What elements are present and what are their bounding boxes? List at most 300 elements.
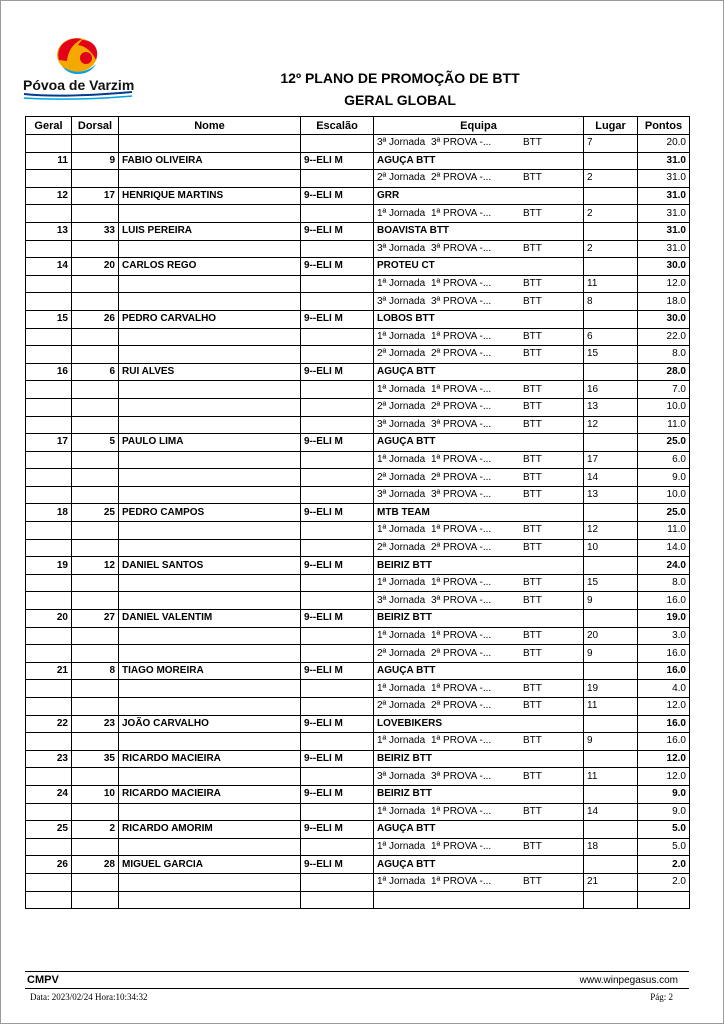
name-cell: PAULO LIMA (119, 434, 301, 452)
table-header-row (26, 117, 690, 135)
category-cell: 9--ELI M (301, 557, 374, 575)
stage-race: 2ª PROVA -... (431, 348, 492, 360)
results-table (25, 116, 690, 909)
empty-cell (72, 416, 119, 434)
points-cell: 31.0 (638, 152, 690, 170)
stage-race: 1ª PROVA -... (431, 207, 492, 219)
empty-cell (72, 328, 119, 346)
empty-cell (72, 469, 119, 487)
stage-race: 1ª PROVA -... (431, 629, 492, 641)
stage-round: 2ª Jornada (377, 172, 426, 184)
points-cell: 24.0 (638, 557, 690, 575)
points-cell: 30.0 (638, 310, 690, 328)
stage-cell (374, 627, 584, 645)
empty-cell (26, 486, 72, 504)
place-cell: 15 (584, 574, 638, 592)
points-cell: 16.0 (638, 645, 690, 663)
place-cell: 2 (584, 170, 638, 188)
stage-race: 1ª PROVA -... (431, 524, 492, 536)
stage-row (26, 592, 690, 610)
place-cell: 13 (584, 486, 638, 504)
rank-cell: 11 (26, 152, 72, 170)
stage-type: BTT (523, 629, 542, 641)
points-cell: 19.0 (638, 610, 690, 628)
empty-cell (72, 240, 119, 258)
category-cell: 9--ELI M (301, 310, 374, 328)
place-cell: 20 (584, 627, 638, 645)
empty-cell (26, 293, 72, 311)
stage-race: 3ª PROVA -... (431, 137, 492, 149)
empty-cell (301, 170, 374, 188)
empty-cell (119, 539, 301, 557)
points-cell: 16.0 (638, 592, 690, 610)
empty-cell (72, 135, 119, 153)
place-cell (584, 222, 638, 240)
empty-cell (301, 275, 374, 293)
category-cell: 9--ELI M (301, 856, 374, 874)
empty-cell (26, 398, 72, 416)
rider-row (26, 610, 690, 628)
points-cell: 25.0 (638, 504, 690, 522)
stage-type: BTT (523, 295, 542, 307)
team-cell: PROTEU CT (374, 258, 584, 276)
empty-cell (119, 170, 301, 188)
stage-race: 3ª PROVA -... (431, 418, 492, 430)
name-cell: FABIO OLIVEIRA (119, 152, 301, 170)
empty-cell (26, 275, 72, 293)
empty-cell (72, 768, 119, 786)
place-cell (584, 187, 638, 205)
place-cell: 2 (584, 240, 638, 258)
bib-cell: 6 (72, 363, 119, 381)
empty-cell (72, 486, 119, 504)
empty-cell (26, 891, 72, 909)
place-cell: 11 (584, 768, 638, 786)
empty-cell (301, 627, 374, 645)
stage-round: 3ª Jornada (377, 770, 426, 782)
stage-cell (374, 803, 584, 821)
empty-cell (301, 680, 374, 698)
stage-round: 2ª Jornada (377, 647, 426, 659)
bib-cell: 10 (72, 785, 119, 803)
empty-cell (26, 574, 72, 592)
stage-row (26, 698, 690, 716)
empty-cell (119, 275, 301, 293)
name-cell: RICARDO MACIEIRA (119, 750, 301, 768)
category-cell: 9--ELI M (301, 363, 374, 381)
team-cell: BEIRIZ BTT (374, 610, 584, 628)
name-cell: CARLOS REGO (119, 258, 301, 276)
rank-cell: 23 (26, 750, 72, 768)
col-dorsal: Dorsal (72, 117, 119, 135)
points-cell: 12.0 (638, 750, 690, 768)
points-cell: 9.0 (638, 785, 690, 803)
stage-race: 3ª PROVA -... (431, 770, 492, 782)
category-cell: 9--ELI M (301, 434, 374, 452)
place-cell (584, 715, 638, 733)
empty-cell (72, 627, 119, 645)
empty-cell (301, 346, 374, 364)
empty-cell (26, 451, 72, 469)
category-cell: 9--ELI M (301, 715, 374, 733)
stage-cell (374, 645, 584, 663)
team-cell: AGUÇA BTT (374, 363, 584, 381)
empty-cell (301, 486, 374, 504)
points-cell: 18.0 (638, 293, 690, 311)
col-geral: Geral (26, 117, 72, 135)
place-cell: 11 (584, 698, 638, 716)
stage-cell (374, 346, 584, 364)
stage-race: 2ª PROVA -... (431, 541, 492, 553)
empty-cell (301, 293, 374, 311)
rider-row (26, 222, 690, 240)
stage-type: BTT (523, 735, 542, 747)
stage-race: 2ª PROVA -... (431, 401, 492, 413)
team-cell: BEIRIZ BTT (374, 785, 584, 803)
bib-cell: 35 (72, 750, 119, 768)
empty-cell (26, 170, 72, 188)
stage-cell (374, 539, 584, 557)
stage-row (26, 680, 690, 698)
rider-row (26, 715, 690, 733)
rider-row (26, 856, 690, 874)
col-lugar: Lugar (584, 117, 638, 135)
empty-cell (301, 522, 374, 540)
stage-row (26, 873, 690, 891)
stage-race: 3ª PROVA -... (431, 594, 492, 606)
stage-cell (374, 768, 584, 786)
stage-type: BTT (523, 594, 542, 606)
footer-datetime: Data: 2023/02/24 Hora:10:34:32 (30, 992, 148, 1002)
stage-race: 3ª PROVA -... (431, 489, 492, 501)
stage-type: BTT (523, 401, 542, 413)
points-cell: 31.0 (638, 240, 690, 258)
place-cell: 8 (584, 293, 638, 311)
points-cell: 6.0 (638, 451, 690, 469)
stage-row (26, 733, 690, 751)
empty-cell (72, 346, 119, 364)
empty-cell (26, 873, 72, 891)
empty-cell (72, 733, 119, 751)
empty-cell (301, 398, 374, 416)
stage-cell (374, 574, 584, 592)
empty-cell (72, 275, 119, 293)
bib-cell: 23 (72, 715, 119, 733)
rank-cell: 21 (26, 662, 72, 680)
name-cell: HENRIQUE MARTINS (119, 187, 301, 205)
rider-row (26, 504, 690, 522)
col-pontos: Pontos (638, 117, 690, 135)
place-cell (584, 258, 638, 276)
empty-cell (119, 398, 301, 416)
empty-cell (301, 328, 374, 346)
empty-cell (301, 891, 374, 909)
col-nome: Nome (119, 117, 301, 135)
empty-cell (301, 645, 374, 663)
empty-cell (119, 574, 301, 592)
empty-cell (301, 135, 374, 153)
points-cell: 16.0 (638, 662, 690, 680)
empty-cell (301, 469, 374, 487)
empty-cell (301, 592, 374, 610)
empty-cell (119, 381, 301, 399)
stage-round: 1ª Jornada (377, 278, 426, 290)
empty-cell (72, 205, 119, 223)
stage-cell (374, 135, 584, 153)
points-cell: 14.0 (638, 539, 690, 557)
stage-type: BTT (523, 577, 542, 589)
place-cell: 21 (584, 873, 638, 891)
stage-race: 2ª PROVA -... (431, 471, 492, 483)
stage-row (26, 275, 690, 293)
empty-cell (119, 346, 301, 364)
stage-cell (374, 328, 584, 346)
empty-cell (72, 873, 119, 891)
place-cell: 9 (584, 592, 638, 610)
rank-cell: 25 (26, 821, 72, 839)
stage-type: BTT (523, 330, 542, 342)
points-cell: 30.0 (638, 258, 690, 276)
empty-cell (301, 240, 374, 258)
stage-race: 1ª PROVA -... (431, 735, 492, 747)
empty-cell (26, 768, 72, 786)
points-cell: 31.0 (638, 187, 690, 205)
bib-cell: 26 (72, 310, 119, 328)
empty-cell (26, 592, 72, 610)
points-cell: 5.0 (638, 838, 690, 856)
empty-cell (301, 698, 374, 716)
empty-cell (374, 891, 584, 909)
points-cell: 31.0 (638, 170, 690, 188)
stage-round: 3ª Jornada (377, 137, 426, 149)
place-cell (584, 363, 638, 381)
place-cell (584, 310, 638, 328)
stage-row (26, 381, 690, 399)
rider-row (26, 363, 690, 381)
points-cell: 8.0 (638, 574, 690, 592)
team-cell: AGUÇA BTT (374, 152, 584, 170)
rank-cell: 26 (26, 856, 72, 874)
place-cell (584, 504, 638, 522)
place-cell: 12 (584, 522, 638, 540)
empty-cell (119, 293, 301, 311)
points-cell: 12.0 (638, 698, 690, 716)
empty-cell (26, 838, 72, 856)
stage-cell (374, 873, 584, 891)
stage-cell (374, 592, 584, 610)
empty-cell (72, 838, 119, 856)
stage-row (26, 469, 690, 487)
stage-round: 2ª Jornada (377, 700, 426, 712)
team-cell: AGUÇA BTT (374, 434, 584, 452)
empty-cell (301, 803, 374, 821)
document-title: 12º PLANO DE PROMOÇÃO DE BTT (280, 70, 520, 86)
points-cell: 11.0 (638, 522, 690, 540)
points-cell: 12.0 (638, 275, 690, 293)
stage-cell (374, 293, 584, 311)
stage-race: 1ª PROVA -... (431, 577, 492, 589)
stage-race: 2ª PROVA -... (431, 647, 492, 659)
category-cell: 9--ELI M (301, 662, 374, 680)
stage-cell (374, 698, 584, 716)
category-cell: 9--ELI M (301, 750, 374, 768)
empty-cell (72, 645, 119, 663)
stage-race: 1ª PROVA -... (431, 841, 492, 853)
stage-round: 1ª Jornada (377, 735, 426, 747)
points-cell: 11.0 (638, 416, 690, 434)
stage-round: 1ª Jornada (377, 841, 426, 853)
rider-row (26, 750, 690, 768)
stage-cell (374, 416, 584, 434)
stage-row (26, 293, 690, 311)
empty-cell (119, 451, 301, 469)
rank-cell: 12 (26, 187, 72, 205)
name-cell: LUIS PEREIRA (119, 222, 301, 240)
stage-type: BTT (523, 647, 542, 659)
stage-round: 2ª Jornada (377, 348, 426, 360)
empty-cell (26, 522, 72, 540)
stage-row (26, 170, 690, 188)
stage-round: 1ª Jornada (377, 524, 426, 536)
points-cell: 2.0 (638, 873, 690, 891)
rider-row (26, 434, 690, 452)
stage-type: BTT (523, 805, 542, 817)
stage-row (26, 346, 690, 364)
bib-cell: 5 (72, 434, 119, 452)
stage-row (26, 486, 690, 504)
stage-cell (374, 451, 584, 469)
points-cell: 8.0 (638, 346, 690, 364)
rank-cell: 17 (26, 434, 72, 452)
rider-row (26, 152, 690, 170)
rank-cell: 20 (26, 610, 72, 628)
points-cell: 10.0 (638, 486, 690, 504)
place-cell: 9 (584, 645, 638, 663)
stage-type: BTT (523, 541, 542, 553)
team-cell: MTB TEAM (374, 504, 584, 522)
rank-cell: 19 (26, 557, 72, 575)
stage-type: BTT (523, 700, 542, 712)
empty-cell (26, 539, 72, 557)
stage-round: 3ª Jornada (377, 594, 426, 606)
stage-type: BTT (523, 770, 542, 782)
place-cell: 14 (584, 469, 638, 487)
points-cell: 28.0 (638, 363, 690, 381)
place-cell: 14 (584, 803, 638, 821)
place-cell: 17 (584, 451, 638, 469)
stage-row (26, 539, 690, 557)
place-cell: 10 (584, 539, 638, 557)
empty-cell (26, 680, 72, 698)
empty-cell (301, 539, 374, 557)
stage-type: BTT (523, 471, 542, 483)
name-cell: PEDRO CARVALHO (119, 310, 301, 328)
points-cell: 20.0 (638, 135, 690, 153)
points-cell: 31.0 (638, 205, 690, 223)
bib-cell: 9 (72, 152, 119, 170)
category-cell: 9--ELI M (301, 222, 374, 240)
name-cell: RICARDO MACIEIRA (119, 785, 301, 803)
empty-cell (72, 451, 119, 469)
team-cell: BOAVISTA BTT (374, 222, 584, 240)
points-cell: 31.0 (638, 222, 690, 240)
empty-cell (119, 627, 301, 645)
footer-page-number: Pág: 2 (650, 992, 673, 1002)
place-cell: 13 (584, 398, 638, 416)
empty-cell (301, 768, 374, 786)
place-cell (584, 856, 638, 874)
category-cell: 9--ELI M (301, 258, 374, 276)
place-cell (584, 750, 638, 768)
empty-cell (119, 240, 301, 258)
stage-cell (374, 522, 584, 540)
empty-cell (119, 522, 301, 540)
results-body (26, 135, 690, 909)
empty-cell (119, 469, 301, 487)
stage-cell (374, 398, 584, 416)
place-cell (584, 610, 638, 628)
stage-round: 2ª Jornada (377, 471, 426, 483)
stage-cell (374, 469, 584, 487)
stage-race: 1ª PROVA -... (431, 278, 492, 290)
empty-cell (301, 873, 374, 891)
stage-round: 3ª Jornada (377, 489, 426, 501)
rider-row (26, 187, 690, 205)
stage-type: BTT (523, 841, 542, 853)
category-cell: 9--ELI M (301, 610, 374, 628)
stage-round: 3ª Jornada (377, 418, 426, 430)
points-cell: 16.0 (638, 733, 690, 751)
bib-cell: 17 (72, 187, 119, 205)
stage-round: 1ª Jornada (377, 453, 426, 465)
stage-row (26, 328, 690, 346)
empty-cell (26, 733, 72, 751)
stage-cell (374, 205, 584, 223)
stage-type: BTT (523, 453, 542, 465)
empty-cell (119, 486, 301, 504)
empty-cell (119, 328, 301, 346)
stage-type: BTT (523, 172, 542, 184)
team-cell: GRR (374, 187, 584, 205)
stage-row (26, 645, 690, 663)
empty-cell (119, 592, 301, 610)
points-cell: 25.0 (638, 434, 690, 452)
empty-cell (301, 451, 374, 469)
empty-cell (72, 592, 119, 610)
stage-round: 1ª Jornada (377, 682, 426, 694)
povoa-de-varzim-logo (22, 34, 137, 100)
empty-cell (26, 240, 72, 258)
place-cell: 12 (584, 416, 638, 434)
empty-cell (119, 698, 301, 716)
stage-type: BTT (523, 489, 542, 501)
stage-race: 2ª PROVA -... (431, 172, 492, 184)
points-cell: 9.0 (638, 803, 690, 821)
team-cell: BEIRIZ BTT (374, 750, 584, 768)
col-escalao: Escalão (301, 117, 374, 135)
stage-row (26, 135, 690, 153)
place-cell: 9 (584, 733, 638, 751)
stage-round: 1ª Jornada (377, 207, 426, 219)
empty-cell (26, 627, 72, 645)
rank-cell: 15 (26, 310, 72, 328)
empty-cell (72, 539, 119, 557)
place-cell: 19 (584, 680, 638, 698)
empty-cell (301, 381, 374, 399)
place-cell: 7 (584, 135, 638, 153)
rider-row (26, 662, 690, 680)
stage-type: BTT (523, 418, 542, 430)
